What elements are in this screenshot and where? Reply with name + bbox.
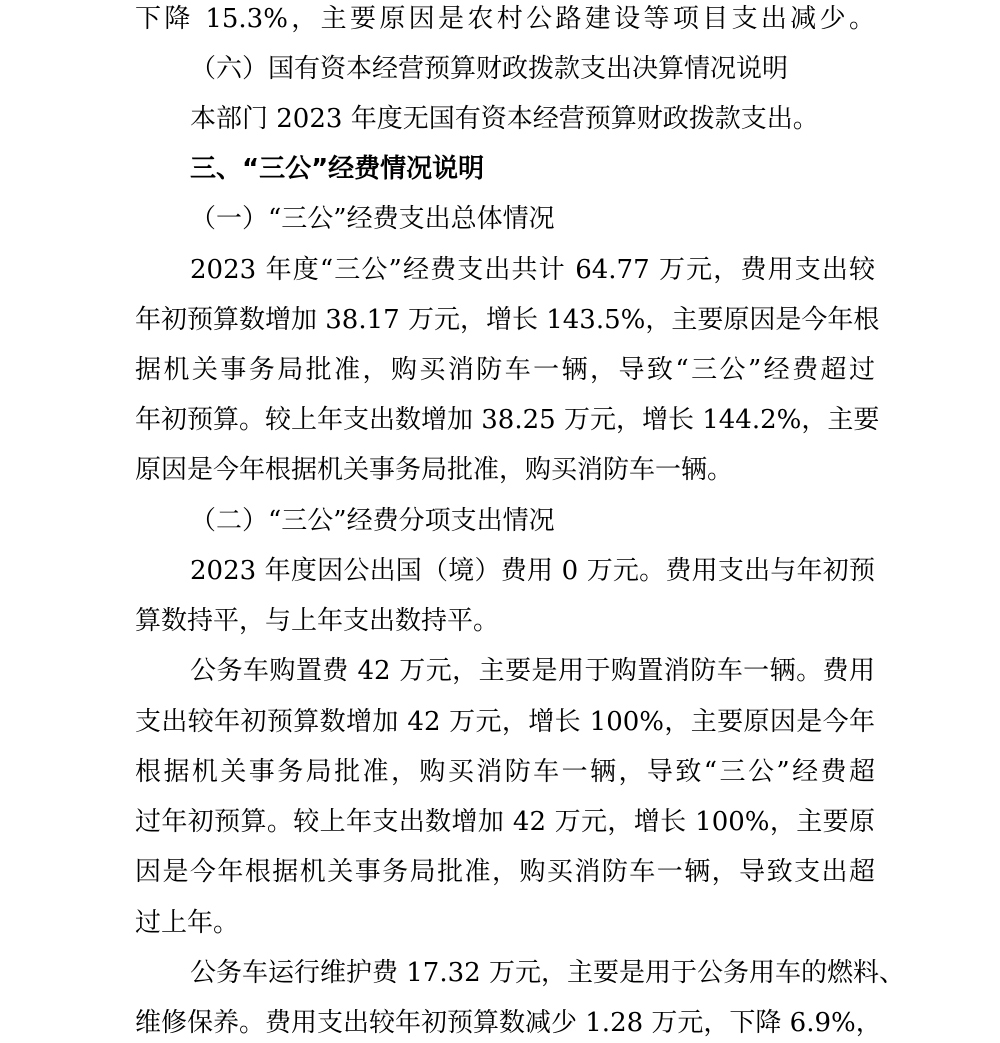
body-text-line: 下降 15.3%，主要原因是农村公路建设等项目支出减少。: [135, 4, 875, 34]
body-text-line: 算数持平，与上年支出数持平。: [135, 606, 500, 636]
body-text-line: 公务车购置费 42 万元，主要是用于购置消防车一辆。费用: [190, 656, 875, 686]
body-text-line: 原因是今年根据机关事务局批准，购买消防车一辆。: [135, 455, 734, 485]
subsection-heading-2: （二）“三公”经费分项支出情况: [190, 506, 555, 536]
body-text-line: 过年初预算。较上年支出数增加 42 万元，增长 100%，主要原: [135, 807, 875, 837]
body-text-line: 过上年。: [135, 908, 240, 938]
body-text-line: 维修保养。费用支出较年初预算数减少 1.28 万元，下降 6.9%，: [135, 1008, 882, 1038]
body-text-line: 根据机关事务局批准，购买消防车一辆，导致“三公”经费超: [135, 757, 875, 787]
subsection-heading-1: （一）“三公”经费支出总体情况: [190, 204, 555, 234]
body-text-line: 据机关事务局批准，购买消防车一辆，导致“三公”经费超过: [135, 355, 875, 385]
body-text-line: 年初预算数增加 38.17 万元，增长 143.5%，主要原因是今年根: [135, 305, 880, 335]
body-text-line: 本部门 2023 年度无国有资本经营预算财政拨款支出。: [190, 104, 819, 134]
body-text-line: 年初预算。较上年支出数增加 38.25 万元，增长 144.2%，主要: [135, 405, 880, 435]
body-text-line: 2023 年度“三公”经费支出共计 64.77 万元，费用支出较: [190, 255, 875, 285]
section-heading-6: （六）国有资本经营预算财政拨款支出决算情况说明: [190, 54, 789, 84]
body-text-line: 因是今年根据机关事务局批准，购买消防车一辆，导致支出超: [135, 857, 875, 887]
body-text-line: 公务车运行维护费 17.32 万元，主要是用于公务用车的燃料、: [190, 958, 905, 988]
body-text-line: 支出较年初预算数增加 42 万元，增长 100%，主要原因是今年: [135, 707, 875, 737]
section-heading-3: 三、“三公”经费情况说明: [190, 154, 485, 184]
body-text-line: 2023 年度因公出国（境）费用 0 万元。费用支出与年初预: [190, 556, 875, 586]
